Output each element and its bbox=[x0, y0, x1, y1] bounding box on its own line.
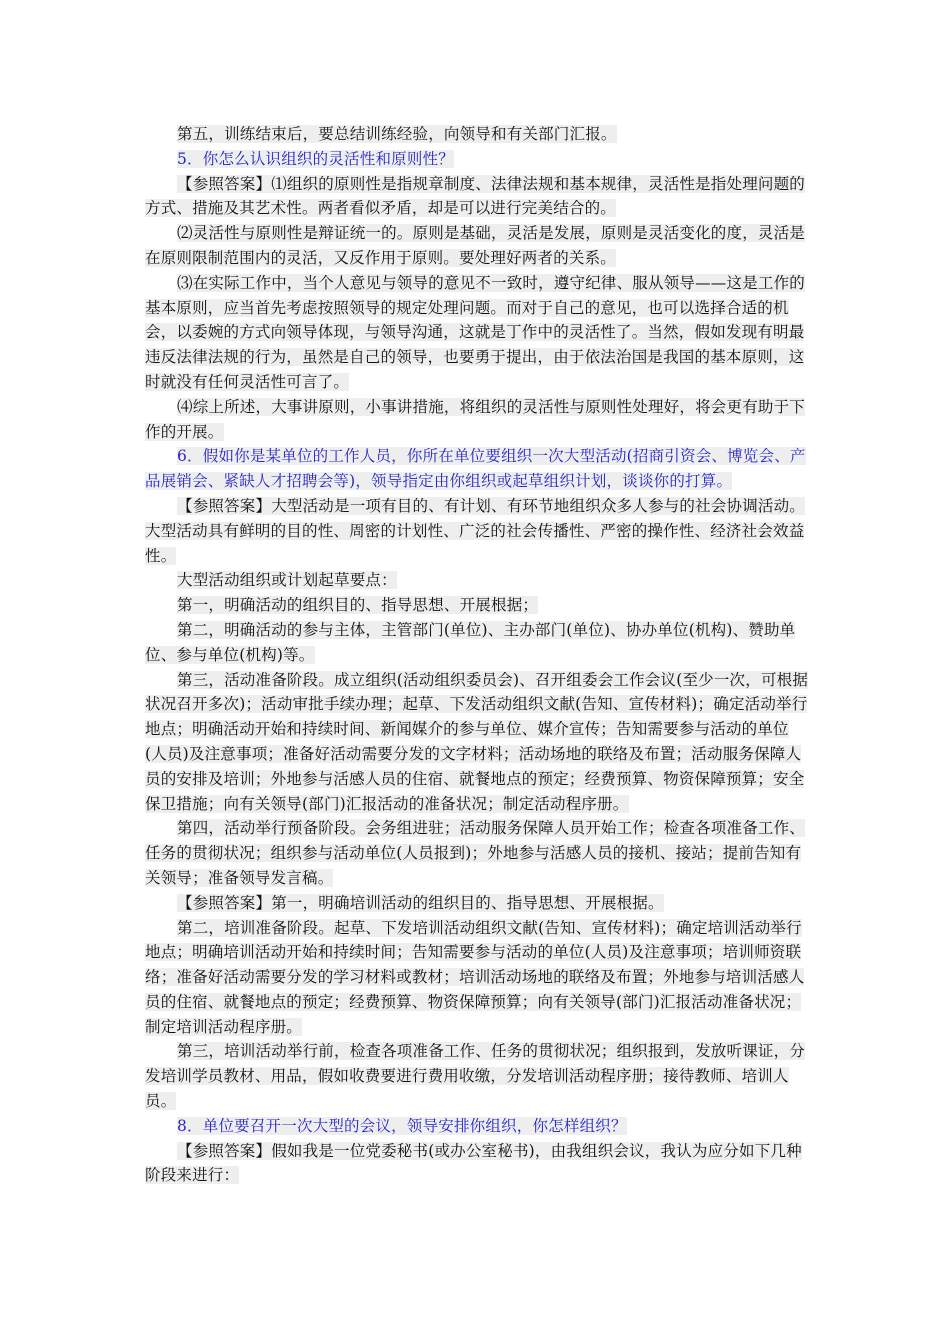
question-text: 6．假如你是某单位的工作人员，你所在单位要组织一次大型活动(招商引资会、博览会、产品展销会、紧缺人才招聘会等)，领导指定由你组织或起草组织计划，谈谈你的打算。 bbox=[145, 447, 806, 491]
paragraph bbox=[145, 568, 810, 593]
paragraph bbox=[145, 395, 810, 445]
paragraph bbox=[145, 618, 810, 668]
paragraph-text: 大型活动组织或计划起草要点： bbox=[177, 571, 397, 590]
paragraph-text: ⑷综上所述，大事讲原则，小事讲措施，将组织的灵活性与原则性处理好，将会更有助于下作的开展。 bbox=[145, 397, 806, 441]
paragraph bbox=[145, 494, 810, 568]
paragraph-text: ⑶在实际工作中，当个人意见与领导的意见不一致时，遵守纪律、服从领导——这是工作的基本原则，应当首先考虑按照领导的规定处理问题。而对于自己的意见，也可以选择合适的机会，以委婉的方式向领导体现，与领导沟通，这就是丁作中的灵活性了。当然，假如发现有明最违反法律法规的行为，虽然是自己的领导，也要勇于提出，由于依法治国是我国的基本原则，这时就没有任何灵活性可言了。 bbox=[145, 273, 806, 391]
paragraph-text: 第二，培训准备阶段。起草、下发培训活动组织文献(告知、宣传材料)；确定培训活动举行地点；明确培训活动开始和持续时间；告知需要参与活动的单位(人员)及注意事项；培训师资联络；准备好活动需要分发的学习材料或教材；培训活动场地的联络及布置；外地参与培训活感人员的住宿、就餐地点的预定；经费预算、物资保障预算；向有关领导(部门)汇报活动准备状况；制定培训活动程序册。 bbox=[145, 918, 805, 1036]
paragraph bbox=[145, 668, 810, 817]
paragraph-text: 第一，明确活动的组织目的、指导思想、开展根据； bbox=[177, 596, 539, 615]
question-text: 5．你怎么认识组织的灵活性和原则性？ bbox=[177, 149, 454, 168]
paragraph bbox=[145, 916, 810, 1040]
paragraph bbox=[145, 172, 810, 222]
paragraph bbox=[145, 816, 810, 890]
paragraph-text: 第三，培训活动举行前，检查各项准备工作、任务的贯彻状况；组织报到，发放听课证，分发培训学员教材、用品，假如收费要进行费用收缴，分发培训活动程序册；接待教师、培训人员。 bbox=[145, 1042, 806, 1111]
paragraph bbox=[145, 122, 810, 147]
paragraph bbox=[145, 1039, 810, 1113]
paragraph-text: 第五，训练结束后，要总结训练经验，向领导和有关部门汇报。 bbox=[177, 125, 617, 143]
question-heading bbox=[145, 444, 810, 494]
paragraph-text: 【参照答案】第一，明确培训活动的组织目的、指导思想、开展根据。 bbox=[177, 893, 664, 912]
paragraph-text: 【参照答案】⑴组织的原则性是指规章制度、法律法规和基本规律，灵活性是指处理问题的方式、措施及其艺术性。两者看似矛盾，却是可以进行完美结合的。 bbox=[145, 174, 806, 218]
paragraph-text: 【参照答案】假如我是一位党委秘书(或办公室秘书)，由我组织会议，我认为应分如下几种阶段来进行： bbox=[145, 1141, 802, 1185]
paragraph-text: ⑵灵活性与原则性是辩证统一的。原则是基础，灵活是发展，原则是灵活变化的度，灵活是在原则限制范围内的灵活，又反作用于原则。要处理好两者的关系。 bbox=[145, 224, 806, 267]
paragraph bbox=[145, 593, 810, 618]
paragraph-text: 第二，明确活动的参与主体，主管部门(单位)、主办部门(单位)、协办单位(机构)、赞助单位、参与单位(机构)等。 bbox=[145, 620, 796, 664]
document-body bbox=[145, 122, 810, 1188]
paragraph bbox=[145, 271, 810, 395]
paragraph bbox=[145, 1139, 810, 1189]
paragraph bbox=[145, 891, 810, 916]
paragraph-text: 第三，活动准备阶段。成立组织(活动组织委员会)、召开组委会工作会议(至少一次，可根据状况召开多次)；活动审批手续办理；起草、下发活动组织文献(告知、宣传材料)；确定活动举行地点；明确活动开始和持续时间、新闻媒介的参与单位、媒介宣传；告知需要参与活动的单位(人员)及注意事项；准备好活动需要分发的文字材料；活动场地的联络及布置；活动服务保障人员的安排及培训；外地参与活感人员的住宿、就餐地点的预定；经费预算、物资保障预算；安全保卫措施；向有关领导(部门)汇报活动的准备状况；制定活动程序册。 bbox=[145, 670, 809, 813]
question-heading bbox=[145, 1114, 810, 1139]
paragraph bbox=[145, 221, 810, 271]
paragraph-text: 第四，活动举行预备阶段。会务组进驻；活动服务保障人员开始工作；检查各项准备工作、任务的贯彻状况；组织参与活动单位(人员报到)；外地参与活感人员的接机、接站；提前告知有关领导；准备领导发言稿。 bbox=[145, 819, 806, 887]
paragraph-text: 【参照答案】大型活动是一项有目的、有计划、有环节地组织众多人参与的社会协调活动。大型活动具有鲜明的目的性、周密的计划性、广泛的社会传播性、严密的操作性、经济社会效益性。 bbox=[145, 496, 806, 565]
question-text: 8．单位要召开一次大型的会议，领导安排你组织，你怎样组织？ bbox=[177, 1116, 627, 1135]
question-heading bbox=[145, 147, 810, 172]
